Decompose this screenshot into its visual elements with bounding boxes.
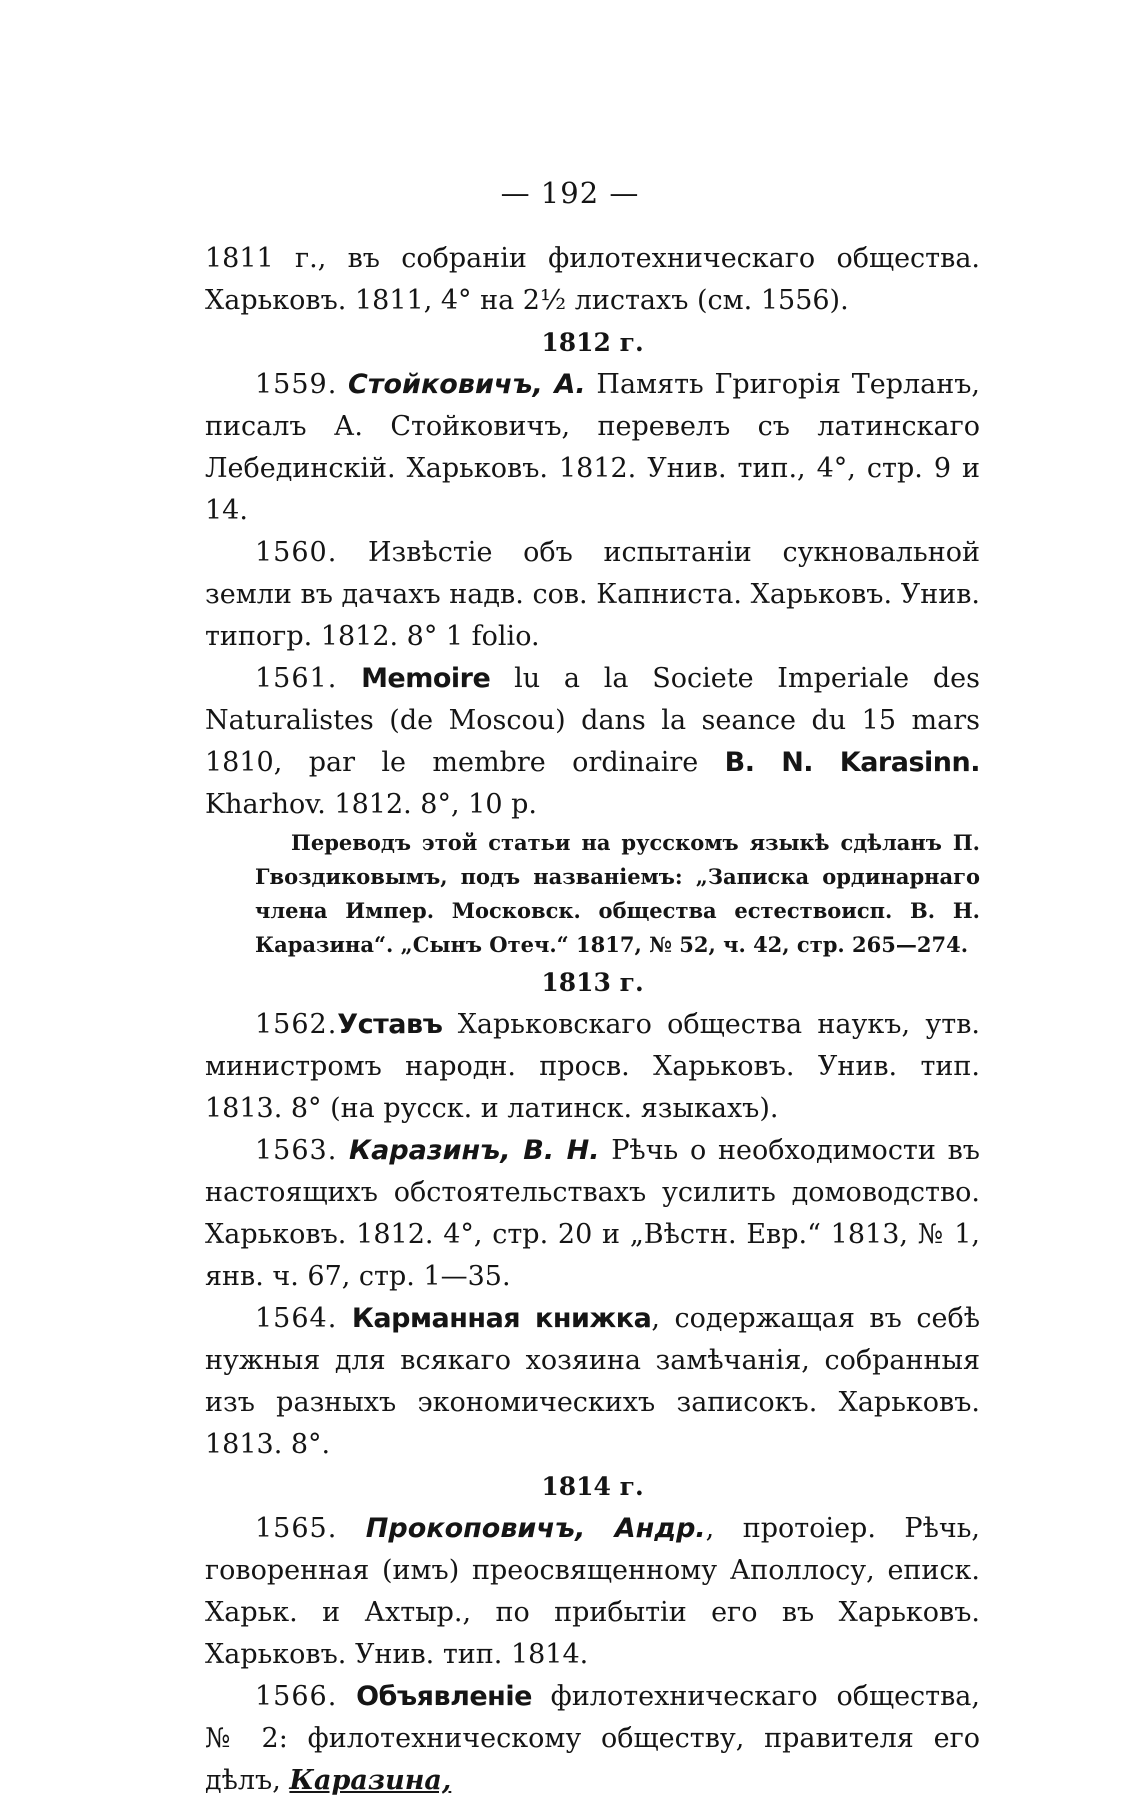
year-heading-1814: 1814 г.: [541, 1472, 644, 1501]
entry-1563: [205, 1130, 980, 1298]
year-heading-1812: 1812 г.: [541, 328, 644, 357]
entry-number: 1561.: [255, 663, 338, 694]
entry-text: , протоіер. Рѣчь, говоренная (имъ) преосвященному Аполлосу, еписк. Харьк. и Ахтыр., по прибытіи его въ Харьковъ. Харьковъ. Унив. тип. 1814.: [205, 1513, 980, 1670]
entry-number: 1565.: [255, 1513, 338, 1544]
entry-1561: [205, 658, 980, 826]
entry-author: Каразинъ, В. Н.: [349, 1135, 600, 1166]
entry-author: Стойковичъ, А.: [348, 369, 586, 400]
entry-author: Прокоповичъ, Андр.: [365, 1513, 706, 1544]
page-body: [205, 238, 980, 1802]
entry-1565: [205, 1508, 980, 1676]
entry-text: Рѣчь о необходимости въ настоящихъ обстоятельствахъ усилить домоводство. Харьковъ. 1812. 4°, стр. 20 и „Вѣстн. Евр.“ 1813, № 1, янв. ч. 67, стр. 1—35.: [205, 1135, 980, 1292]
entry-number: 1566.: [255, 1681, 338, 1712]
entry-text: , содержащая въ себѣ нужныя для всякаго хозяина замѣчанія, собранныя изъ разныхъ экономическихъ записокъ. Харьковъ. 1813. 8°.: [205, 1303, 980, 1460]
entry-author: B. N. Karasinn.: [724, 747, 980, 778]
entry-1560: [205, 532, 980, 658]
entry-number: 1563.: [255, 1135, 338, 1166]
year-heading-1813: 1813 г.: [541, 968, 644, 997]
entry-heading: Уставъ: [337, 1009, 443, 1040]
entry-text: филотехническаго общества, № 2: филотехническому обществу, правителя его дѣлъ,: [205, 1681, 980, 1796]
entry-1566: [205, 1676, 980, 1802]
entry-text-after: Kharhov. 1812. 8°, 10 p.: [205, 789, 537, 820]
entry-number: 1559.: [255, 369, 338, 400]
entry-1562: [205, 1004, 980, 1130]
entry-heading: Карманная книжка: [351, 1303, 652, 1334]
entry-heading: Memoire: [361, 663, 491, 694]
entry-number: 1560.: [255, 537, 338, 568]
page-number: — 192 —: [500, 176, 640, 210]
entry-1561-note: Переводъ этой статьи на русскомъ языкѣ сдѣланъ П. Гвоздиковымъ, подъ названіемъ: „Записка ординарнаго члена Импер. Московск. общества естествоисп. В. Н. Каразина“. „Сынъ Отеч.“ 1817, № 52, ч. 42, стр. 265—274.: [255, 830, 980, 957]
entry-heading: Объявленіе: [356, 1681, 532, 1712]
entry-continuation: [205, 238, 980, 322]
entry-1564: [205, 1298, 980, 1466]
continuation-text: 1811 г., въ собраніи филотехническаго общества. Харьковъ. 1811, 4° на 2½ листахъ (см. 1556).: [205, 243, 980, 316]
entry-text: Извѣстіе объ испытаніи сукновальной земли въ дачахъ надв. сов. Капниста. Харьковъ. Унив. типогр. 1812. 8° 1 folio.: [205, 537, 980, 652]
entry-text: Память Григорія Терланъ, писалъ А. Стойковичъ, перевелъ съ латинскаго Лебединскій. Харьковъ. 1812. Унив. тип., 4°, стр. 9 и 14.: [205, 369, 980, 526]
entry-text: lu a la Societe Imperiale des Naturalistes (de Moscou) dans la seance du 15 mars 1810, par le membre ordinaire: [205, 663, 980, 778]
entry-number: 1562.: [255, 1009, 338, 1040]
entry-text: Харьковскаго общества наукъ, утв. министромъ народн. просв. Харьковъ. Унив. тип. 1813. 8° (на русск. и латинск. языкахъ).: [205, 1009, 980, 1124]
entry-1559: [205, 364, 980, 532]
entry-number: 1564.: [255, 1303, 338, 1334]
entry-author: Каразина,: [289, 1765, 452, 1796]
